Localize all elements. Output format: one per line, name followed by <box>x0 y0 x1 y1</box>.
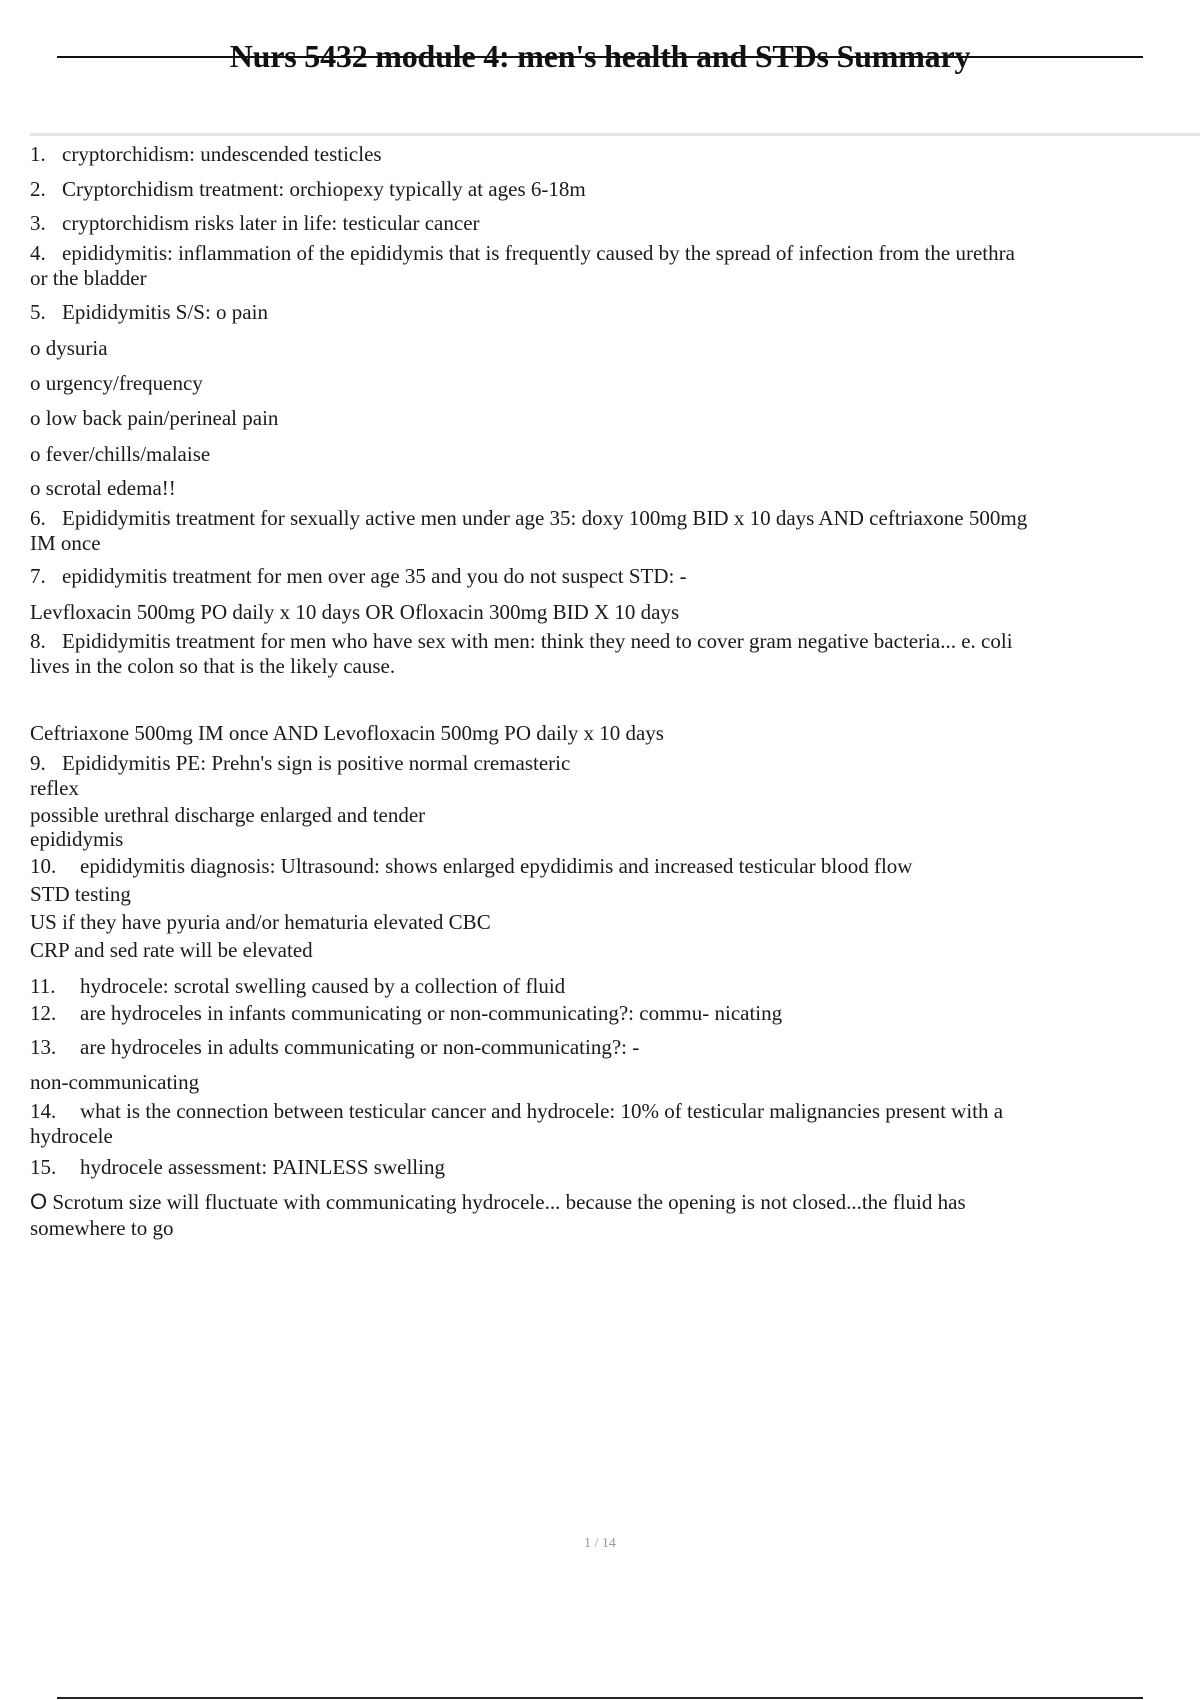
sub-bullet: o urgency/frequency <box>30 371 203 395</box>
list-item-5 <box>30 300 1180 325</box>
item-text: Epididymitis PE: Prehn's sign is positive normal cremasteric <box>62 751 571 775</box>
list-item-4-cont: or the bladder <box>30 266 147 290</box>
list-item-10-cont: CRP and sed rate will be elevated <box>30 938 313 962</box>
list-item-7-cont: Levfloxacin 500mg PO daily x 10 days OR Ofloxacin 300mg BID X 10 days <box>30 600 680 624</box>
header-separator <box>30 133 1200 136</box>
list-item-9-cont: possible urethral discharge enlarged and tender <box>30 803 426 827</box>
list-item-6 <box>30 506 1180 531</box>
item-number: 9. <box>30 751 46 775</box>
list-item-7 <box>30 564 1180 589</box>
item-text: epididymitis treatment for men over age 35 and you do not suspect STD: - <box>62 564 687 588</box>
item-text: Cryptorchidism treatment: orchiopexy typically at ages 6-18m <box>62 177 586 201</box>
list-item-14 <box>30 1099 1180 1124</box>
list-item-10-cont: STD testing <box>30 882 131 906</box>
item-number: 2. <box>30 177 46 201</box>
item-number: 6. <box>30 506 46 530</box>
list-item-3 <box>30 211 1180 236</box>
sub-bullet: o scrotal edema!! <box>30 476 176 500</box>
list-item-8-cont: lives in the colon so that is the likely cause. <box>30 654 396 678</box>
list-item-2 <box>30 177 1180 202</box>
list-item-13-cont: non-communicating <box>30 1070 200 1094</box>
item-text: epididymitis diagnosis: Ultrasound: shows enlarged epydidimis and increased testicular blood flow <box>80 854 913 878</box>
item-text: epididymitis: inflammation of the epididymis that is frequently caused by the spread of infection from the urethra <box>62 241 1015 265</box>
list-item-8-regimen: Ceftriaxone 500mg IM once AND Levofloxacin 500mg PO daily x 10 days <box>30 721 664 745</box>
item-number: 10. <box>30 854 57 878</box>
item-number: 8. <box>30 629 46 653</box>
item-number: 4. <box>30 241 46 265</box>
item-number: 12. <box>30 1001 57 1025</box>
item-number: 13. <box>30 1035 57 1059</box>
item-text: are hydroceles in adults communicating or non-communicating?: - <box>80 1035 640 1059</box>
page-indicator: 1 / 14 <box>584 1536 616 1551</box>
list-item-10 <box>30 854 1180 879</box>
list-item-15-note-cont: somewhere to go <box>30 1216 174 1240</box>
item-text: Epididymitis treatment for sexually active men under age 35: doxy 100mg BID x 10 days AND ceftriaxone 500mg <box>62 506 1028 530</box>
item-number: 5. <box>30 300 46 324</box>
list-item-1 <box>30 142 1180 167</box>
item-text: cryptorchidism: undescended testicles <box>62 142 382 166</box>
item-number: 11. <box>30 974 56 998</box>
page-title-text: Nurs 5432 module 4: men's health and STDs Summary <box>229 38 971 74</box>
list-item-9 <box>30 751 1180 776</box>
list-item-13 <box>30 1035 1180 1060</box>
list-item-12 <box>30 1001 1180 1026</box>
footer-rule <box>57 1697 1143 1699</box>
sub-bullet: o dysuria <box>30 336 108 360</box>
item-number: 15. <box>30 1155 57 1179</box>
list-item-10-cont: US if they have pyuria and/or hematuria elevated CBC <box>30 910 491 934</box>
list-item-15-note <box>30 1189 1180 1215</box>
item-text: Epididymitis S/S: o pain <box>62 300 268 324</box>
item-text: what is the connection between testicular cancer and hydrocele: 10% of testicular malignancies present with a <box>80 1099 1004 1123</box>
item-number: 14. <box>30 1099 57 1123</box>
list-item-6-cont: IM once <box>30 531 101 555</box>
item-text: hydrocele: scrotal swelling caused by a collection of fluid <box>80 974 566 998</box>
page-title <box>0 36 1200 76</box>
list-item-9-cont: epididymis <box>30 827 124 851</box>
item-number: 3. <box>30 211 46 235</box>
list-item-8 <box>30 629 1180 654</box>
list-item-15 <box>30 1155 1180 1180</box>
sub-bullet: o fever/chills/malaise <box>30 442 211 466</box>
list-item-4 <box>30 241 1180 266</box>
list-item-14-cont: hydrocele <box>30 1124 113 1148</box>
item-text: Epididymitis treatment for men who have sex with men: think they need to cover gram negative bacteria... e. coli <box>62 629 1013 653</box>
item-number: 7. <box>30 564 46 588</box>
list-item-11 <box>30 974 1180 999</box>
sub-bullet: o low back pain/perineal pain <box>30 406 279 430</box>
circle-bullet-icon: O <box>30 1189 48 1214</box>
item-number: 1. <box>30 142 46 166</box>
item-text: Scrotum size will fluctuate with communicating hydrocele... because the opening is not closed...the fluid has <box>52 1190 966 1214</box>
item-text: are hydroceles in infants communicating or non-communicating?: commu- nicating <box>80 1001 783 1025</box>
item-text: cryptorchidism risks later in life: testicular cancer <box>62 211 480 235</box>
item-text: hydrocele assessment: PAINLESS swelling <box>80 1155 445 1179</box>
list-item-9-cont: reflex <box>30 776 79 800</box>
